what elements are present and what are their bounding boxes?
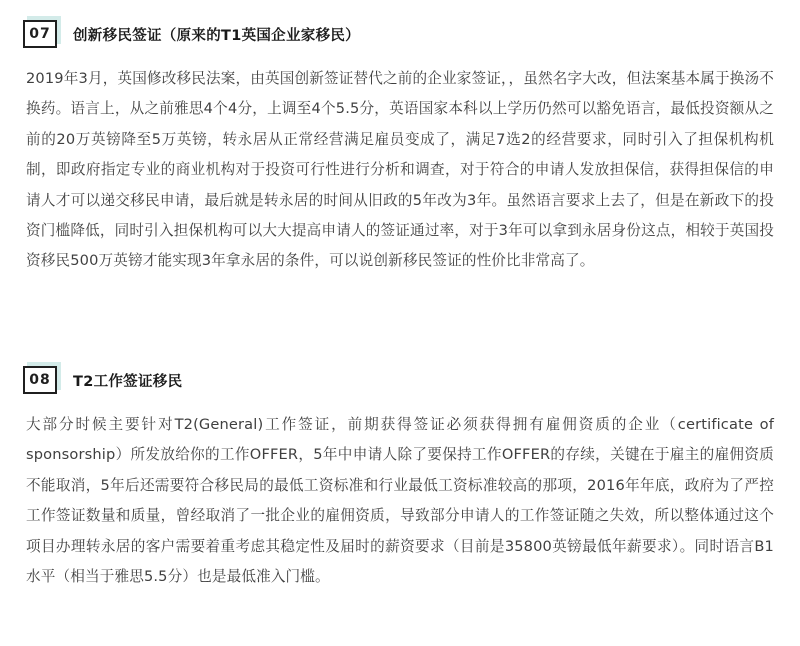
section-title: 创新移民签证（原来的T1英国企业家移民） bbox=[73, 28, 360, 44]
section-number-badge: 08 bbox=[23, 366, 57, 394]
section-body: 2019年3月，英国修改移民法案，由英国创新签证替代之前的企业家签证，，虽然名字大改，但法案基本属于换汤不换药。语言上，从之前雅思4个4分，上调至4个5.5分，英语国家本科以上学历仍然可以豁免语言，最低投资额从之前的20万英镑降至5万英镑，转永居从正常经营满足雇员变成了，满足7选2的经营要求，同时引入了担保机构机制，即政府指定专业的商业机构对于投资可行性进行分析和调查，对于符合的申请人发放担保信，获得担保信的申请人才可以递交移民申请，最后就是转永居的时间从旧政的5年改为3年。虽然语言要求上去了，但是在新政下的投资门槛降低，同时引入担保机构可以大大提高申请人的签证通过率，对于3年可以拿到永居身份这点，相较于英国投资移民500万英镑才能实现3年拿永居的条件，可以说创新移民签证的性价比非常高了。 bbox=[26, 70, 774, 270]
section-body: 大部分时候主要针对T2(General)工作签证，前期获得签证必须获得拥有雇佣资质的企业（certificate of sponsorship）所发放给你的工作OFFER，5年中申请人除了要保持工作OFFER的存续，关键在于雇主的雇佣资质不能取消，5年后还需要符合移民局的最低工资标准和行业最低工资标准较高的那项，2016年年底，政府为了严控工作签证数量和质量，曾经取消了一批企业的雇佣资质，导致部分申请人的工作签证随之失效，所以整体通过这个项目办理转永居的客户需要着重考虑其稳定性及届时的薪资要求（目前是35800英镑最低年薪要求）。同时语言B1水平（相当于雅思5.5分）也是最低准入门槛。 bbox=[26, 416, 774, 586]
section-number-badge: 07 bbox=[23, 20, 57, 48]
section-title: T2工作签证移民 bbox=[73, 374, 183, 390]
